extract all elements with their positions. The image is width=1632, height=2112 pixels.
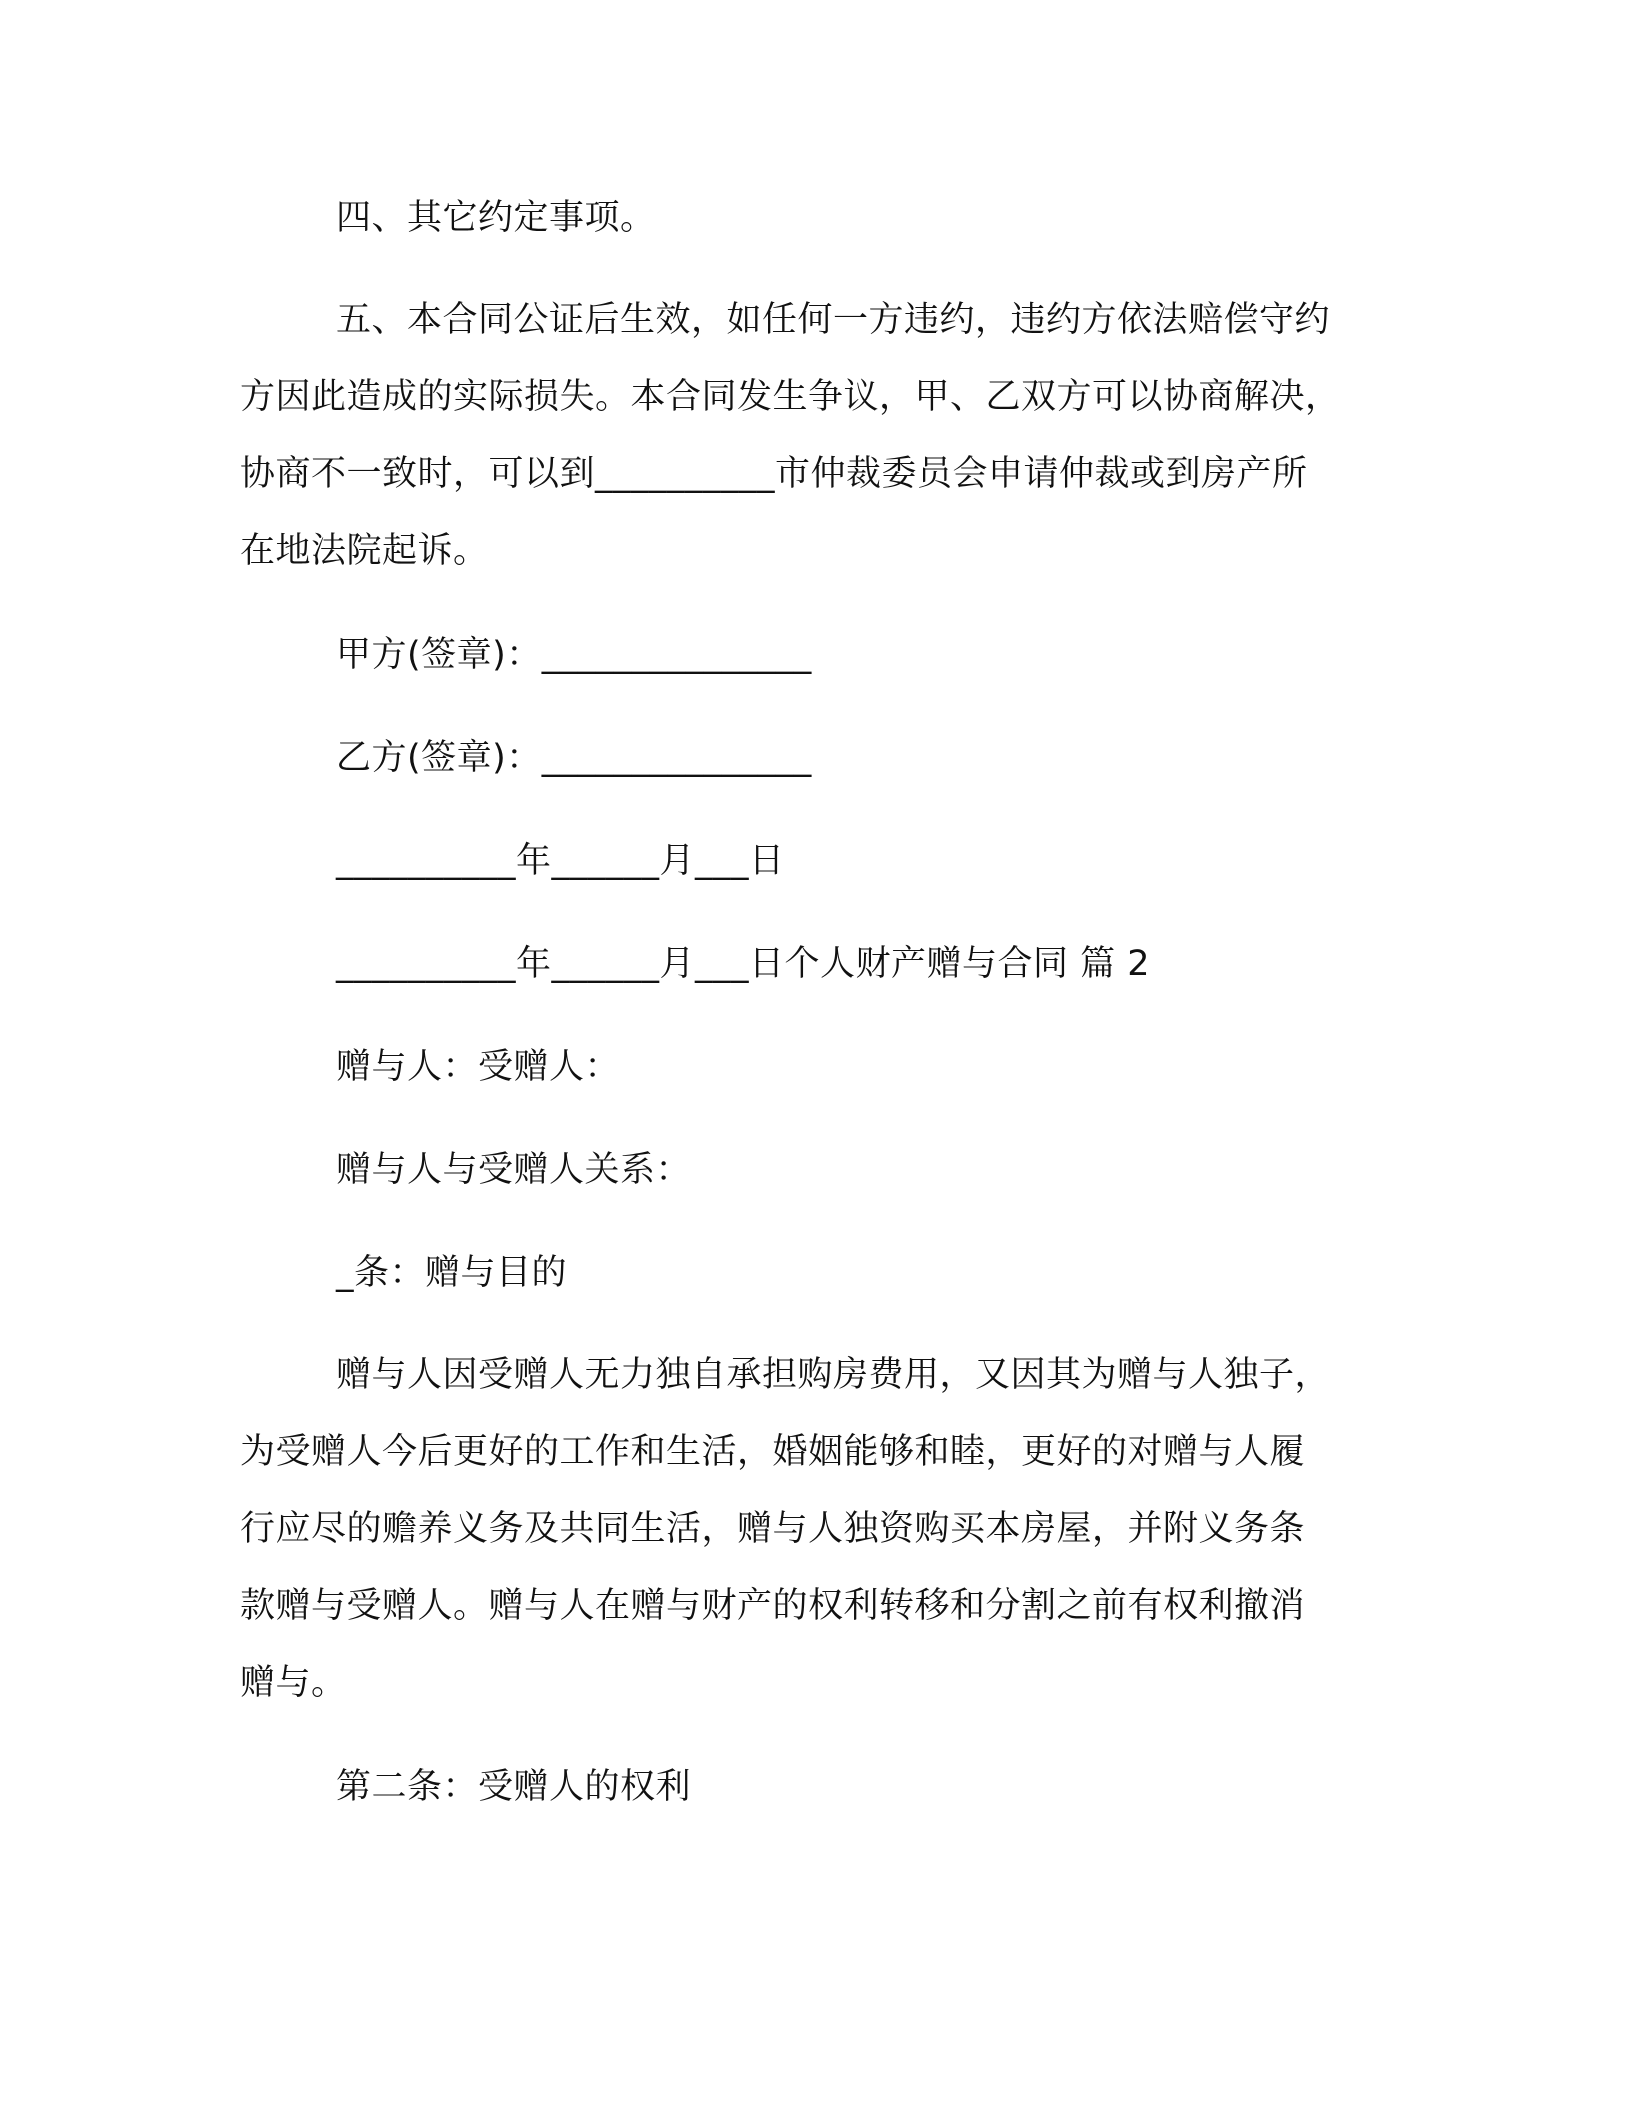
article-one-para-line-1: 赠与人因受赠人无力独自承担购房费用，又因其为赠与人独子， xyxy=(336,1355,1331,1395)
article-two-heading: 第二条：受赠人的权利 xyxy=(336,1767,692,1807)
article-one-para-line-3: 行应尽的赡养义务及共同生活，赠与人独资购买本房屋，并附义务条 xyxy=(240,1509,1306,1549)
article-one-para-line-4: 款赠与受赠人。赠与人在赠与财产的权利转移和分割之前有权利撤消 xyxy=(240,1586,1306,1626)
date-line: __________年______月___日 xyxy=(336,841,785,881)
section-five-line-1: 五、本合同公证后生效，如任何一方违约，违约方依法赔偿守约 xyxy=(336,300,1331,340)
relationship-line: 赠与人与受赠人关系： xyxy=(336,1150,692,1190)
date-and-contract-title-line: __________年______月___日个人财产赠与合同 篇 2 xyxy=(336,944,1151,984)
section-five-line-3: 协商不一致时，可以到__________市仲裁委员会申请仲裁或到房产所 xyxy=(240,454,1308,494)
section-five-line-2: 方因此造成的实际损失。本合同发生争议，甲、乙双方可以协商解决， xyxy=(240,377,1341,417)
article-one-heading: _条：赠与目的 xyxy=(336,1253,568,1293)
section-five-line-4: 在地法院起诉。 xyxy=(240,531,489,571)
section-four-line: 四、其它约定事项。 xyxy=(336,198,656,238)
party-a-signature-line: 甲方(签章)：_______________ xyxy=(336,635,812,675)
party-b-signature-line: 乙方(签章)：_______________ xyxy=(336,738,812,778)
donor-donee-line: 赠与人：受赠人： xyxy=(336,1047,621,1087)
article-one-para-line-2: 为受赠人今后更好的工作和生活，婚姻能够和睦，更好的对赠与人履 xyxy=(240,1432,1306,1472)
article-one-para-line-5: 赠与。 xyxy=(240,1663,347,1703)
